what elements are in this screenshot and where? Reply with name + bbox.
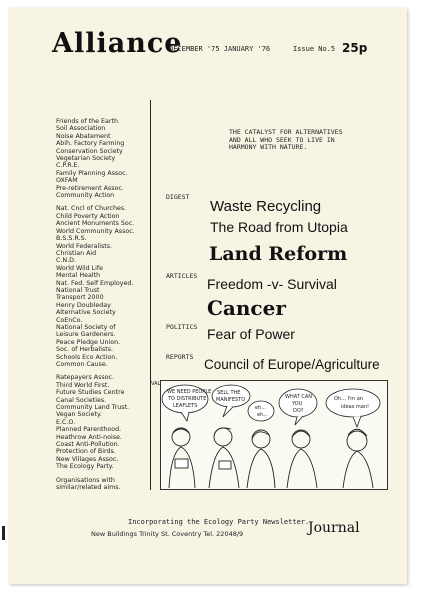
organisation: Community Land Trust. [56,404,130,412]
bubble-text: YOU [292,401,303,407]
headline-fear-of-power: Fear of Power [207,326,295,342]
organisation: Christian Aid [56,249,97,257]
organisation: Alternative Society [56,309,116,317]
organisations-group-3 [56,374,146,470]
journal-label: Journal [308,520,360,536]
publisher-address: New Buildings Trinity St. Coventry Tel. 22048/9 [91,530,244,538]
organisation: Heathrow Anti-noise. [56,433,122,441]
figure-head [172,428,190,446]
organisation: Vegan Society. [56,411,102,419]
figure-body [287,449,317,488]
bubble-text: eh... [255,405,267,411]
cover-price: 25p [342,41,368,55]
leaflets-icon [175,459,188,468]
organisation: Nat. Cncl of Churches. [56,205,127,213]
figure-head [347,431,367,451]
organisations-group-1 [56,118,146,199]
manifesto-icon [219,461,231,469]
issue-number: Issue No.5 [293,45,336,53]
tagline [229,129,389,152]
section-label-reports: REPORTS [166,353,194,361]
bubble-text: Oh... I'm an [334,396,364,402]
speech-bubble [248,401,274,421]
organisation: Mental Health [56,272,101,280]
headline-waste-recycling: Waste Recycling [210,198,322,215]
organisation: Nat. Fed. Self Employed. [56,279,134,287]
figure-hair [214,428,231,436]
organisation: Common Cause. [56,361,108,368]
column-divider [150,100,151,490]
organisations-group-2 [56,205,146,368]
organisation: Canal Societies. [56,396,107,404]
speech-bubble [326,389,380,417]
organisation: Family Planning Assoc. [56,169,128,177]
bubble-text: MANIFESTO [216,397,246,403]
organisations-list [56,118,146,498]
section-label-digest: DIGEST [166,193,190,201]
organisations-note: similar/related aims. [56,484,121,492]
organisation: Soc. of Herbalists. [56,346,113,354]
organisation: Leisure Gardeners. [56,331,116,339]
organisation: Henry Doubleday [56,301,111,309]
organisation: Peace Pledge Union. [56,338,121,346]
organisation: Schools Eco Action. [56,353,118,361]
organisation: Coast Anti-Pollution. [56,441,120,449]
masthead-title: Alliance [52,28,183,59]
bubble-tail [353,416,361,427]
bubble-text: ideas man! [341,404,370,410]
bubble-text: TO DISTRIBUTE [168,396,207,402]
cartoon-illustration [151,380,388,490]
organisation: C.N.D. [56,257,76,265]
organisation: OXFAM [56,177,78,185]
organisation: National Society of [56,323,116,331]
bubble-text: eh... [257,412,269,418]
cartoon-figures [169,428,373,488]
organisation: Future Studies Centre [56,389,125,397]
figure-head [292,430,310,448]
organisations-note: Organisations with [56,476,115,484]
bubble-text: DO? [293,408,304,414]
organisation: Abih. Factory Farming [56,140,125,148]
bubble-tail [295,416,303,425]
headline-council-of-europe: Council of Europe/Agriculture [204,357,380,372]
organisation: Transport 2000 [56,294,104,302]
bubble-text: WHAT CAN [285,394,313,400]
bubble-text: LEAFLETS [173,403,198,409]
figure-body [247,449,275,488]
figure-body [343,451,373,488]
organisation: Community Action [56,192,115,200]
headline-cancer: Cancer [207,296,286,320]
organisation: Protection of Birds. [56,448,116,456]
organisation: Vegetarian Society [56,155,116,163]
cartoon-signature: VAL [151,381,161,387]
organisation: Soil Association [56,125,106,133]
incorporating-note: Incorporating the Ecology Party Newsletter. [128,518,310,526]
organisation: Planned Parenthood. [56,426,122,434]
organisation: The Ecology Party. [56,463,114,471]
organisation: Pre-retirement Assoc. [56,184,124,192]
organisation: World Wild Life [56,264,103,272]
bubble-text: SELL THE [217,390,241,396]
bubble-tail [181,412,189,421]
headline-land-reform: Land Reform [209,243,348,265]
organisation: World Federalists. [56,242,113,250]
organisation: Conservation Society [56,147,123,155]
cartoon-drawing [151,381,387,489]
organisation: World Community Assoc. [56,227,135,235]
organisation: New Villages Assoc. [56,455,119,463]
bubble-text: WE NEED PEOPLE [167,389,212,395]
organisations-footnote [56,477,146,492]
organisation: Friends of the Earth [56,118,118,125]
organisation: E.C.O. [56,418,76,426]
organisation: Child Poverty Action [56,212,120,220]
organisation: Ratepayers Assoc. [56,374,114,382]
scan-edge-mark [2,526,5,540]
headline-freedom-survival: Freedom -v- Survival [207,276,337,292]
organisation: C.P.R.E. [56,162,80,170]
organisation: Noise Abatement [56,132,111,140]
tagline-line: AND ALL WHO SEEK TO LIVE IN [229,135,335,144]
organisation: CoEnCo. [56,316,83,324]
tagline-line: HARMONY WITH NATURE. [229,143,308,151]
bubble-tail [223,406,233,417]
issue-dates: DECEMBER '75 JANUARY '76 [169,45,271,53]
figure-head [252,430,270,448]
figure-hair [292,431,310,437]
organisation: Ancient Monuments Soc. [56,220,135,228]
speech-bubble [212,385,250,407]
section-label-articles: ARTICLES [166,272,198,280]
tagline-line: THE CATALYST FOR ALTERNATIVES [229,128,343,136]
organisation: B.S.S.R.S. [56,235,87,243]
organisation: National Trust [56,286,100,294]
organisation: Third World First. [56,381,110,389]
section-label-politics: POLITICS [166,323,198,331]
headline-road-from-utopia: The Road from Utopia [210,219,348,235]
